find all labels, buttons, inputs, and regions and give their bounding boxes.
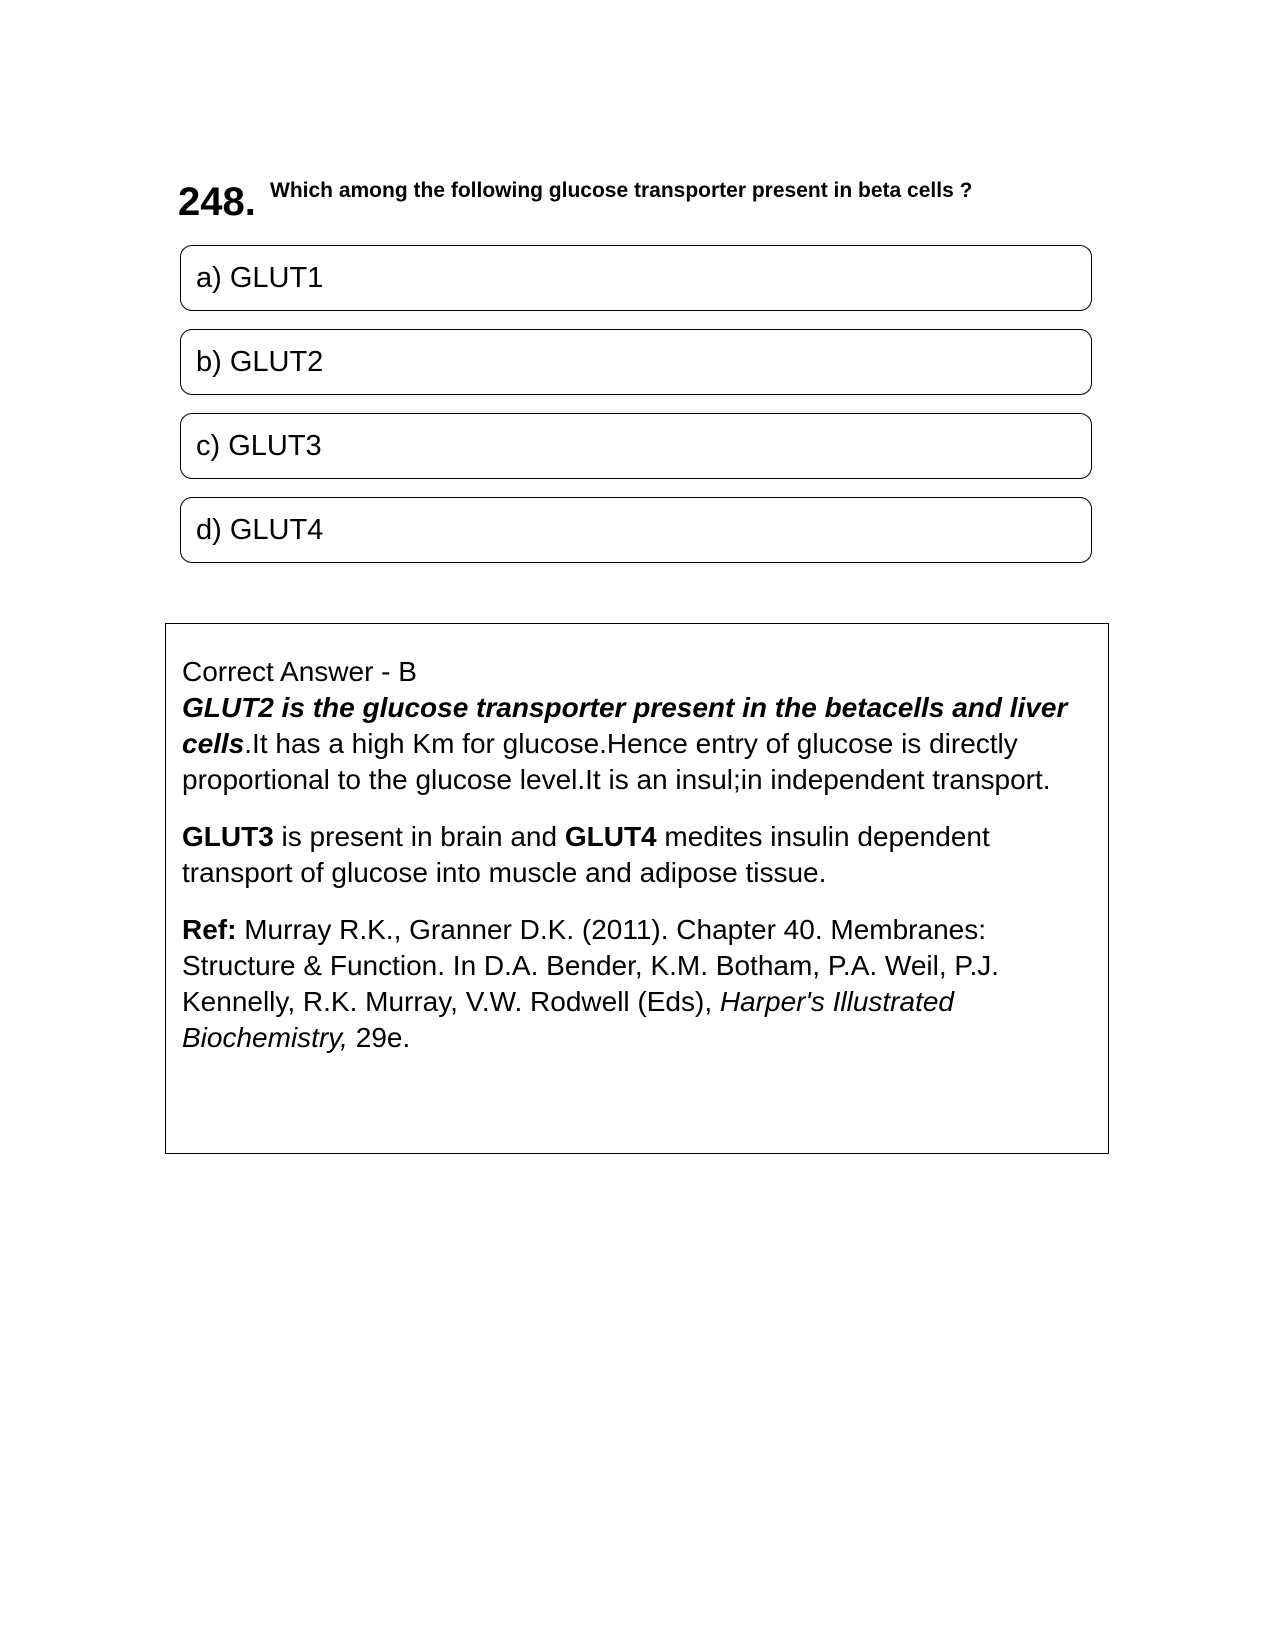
explanation-emphasis: GLUT2 is the glucose transporter present in the betacells and liver cells — [182, 692, 1068, 759]
explanation-paragraph-2 — [182, 819, 1092, 891]
question-header — [178, 178, 1078, 230]
correct-answer-heading: Correct Answer - B — [182, 656, 417, 687]
reference-paragraph — [182, 912, 1092, 1056]
glut3-term: GLUT3 — [182, 821, 274, 852]
glut4-term: GLUT4 — [564, 821, 657, 852]
glut4-text: medites insulin dependent transport of glucose into muscle and adipose tissue. — [182, 821, 990, 888]
option-d[interactable]: d) GLUT4 — [180, 497, 1092, 563]
option-b[interactable]: b) GLUT2 — [180, 329, 1092, 395]
reference-label: Ref: — [182, 914, 237, 945]
option-c[interactable]: c) GLUT3 — [180, 413, 1092, 479]
question-text: Which among the following glucose transporter present in beta cells ? — [270, 179, 973, 202]
question-number: 248. — [178, 180, 256, 224]
glut3-text: is present in brain and — [273, 821, 565, 852]
paragraph-spacer — [182, 798, 1092, 819]
explanation-text: .It has a high Km for glucose.Hence entry of glucose is directly proportional to the glucose level.It is an insul;in independent transport. — [182, 728, 1051, 795]
reference-edition: 29e. — [347, 1022, 411, 1053]
paragraph-spacer — [182, 891, 1092, 912]
answer-explanation-box — [165, 623, 1109, 1154]
reference-text: Murray R.K., Granner D.K. (2011). Chapter 40. Membranes: Structure & Function. In D.A. Bender, K.M. Botham, P.A. Weil, P.J. Kennelly, R.K. Murray, V.W. Rodwell (Eds), — [182, 914, 1000, 1017]
option-a[interactable]: a) GLUT1 — [180, 245, 1092, 311]
reference-book-title: Harper's Illustrated Biochemistry, — [182, 986, 954, 1053]
explanation-paragraph-1 — [182, 690, 1092, 798]
